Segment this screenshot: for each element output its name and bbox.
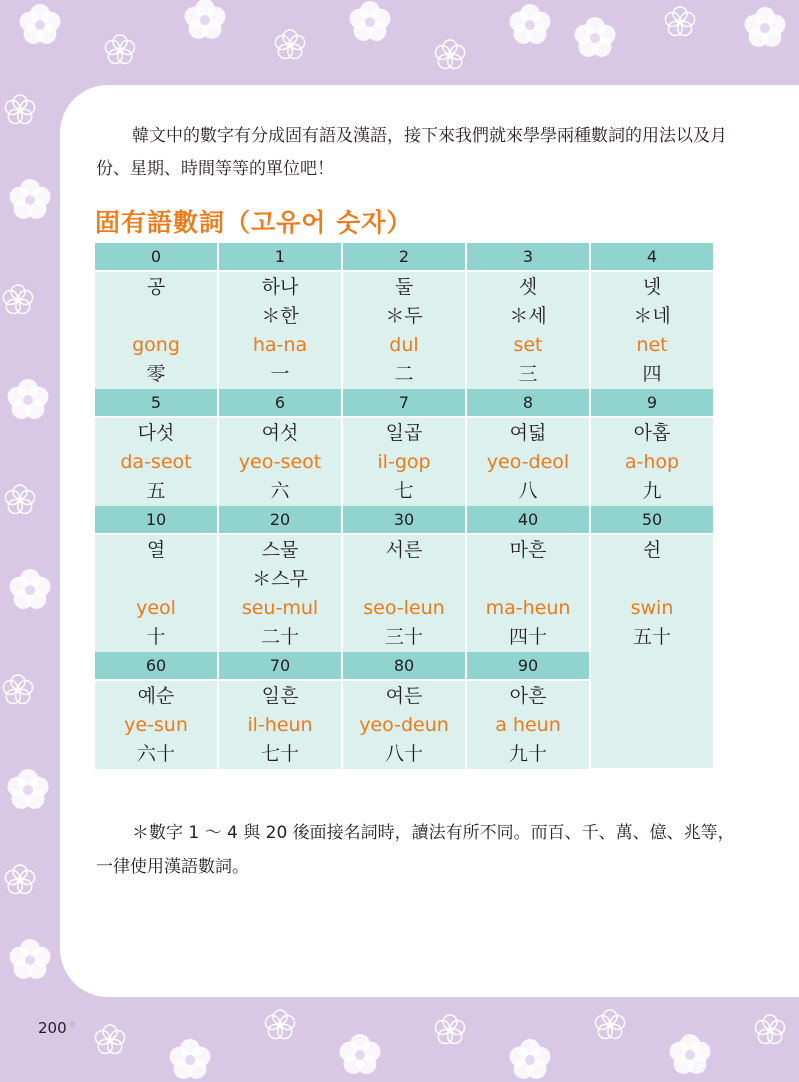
number-header: 6 xyxy=(218,389,342,417)
romanization: ha-na xyxy=(252,334,308,356)
number-header: 70 xyxy=(218,652,342,680)
number-header: 80 xyxy=(342,652,466,680)
chinese-numeral: 十 xyxy=(146,626,166,648)
hangul: 다섯 xyxy=(137,422,175,444)
number-cell xyxy=(95,534,218,652)
chinese-numeral: 五十 xyxy=(632,626,671,648)
hangul: 일곱 xyxy=(385,422,423,444)
chinese-numeral: 二十 xyxy=(260,626,299,648)
hangul-short xyxy=(467,565,589,594)
romanization: ye-sun xyxy=(124,714,188,736)
romanization: ma-heun xyxy=(485,597,571,619)
romanization: yeo-deun xyxy=(359,714,449,736)
page-number: 200 ° xyxy=(38,1019,76,1037)
hangul-short xyxy=(343,565,465,594)
hangul: 쉰 xyxy=(642,539,662,561)
number-cell xyxy=(342,271,466,389)
romanization: dul xyxy=(389,334,419,356)
chinese-numeral: 九十 xyxy=(508,743,547,765)
chinese-numeral: 二 xyxy=(394,363,414,385)
hangul-short: ＊스무 xyxy=(252,568,308,590)
number-cell xyxy=(466,271,590,389)
hangul: 서른 xyxy=(385,539,423,561)
number-cell xyxy=(590,417,713,506)
table-body-row xyxy=(95,271,713,389)
hangul: 하나 xyxy=(261,276,299,298)
chinese-numeral: 九 xyxy=(642,480,662,502)
number-cell xyxy=(466,417,590,506)
number-cell xyxy=(95,271,218,389)
hangul: 여덟 xyxy=(509,422,547,444)
section-title: 固有語數詞（고유어 숫자） xyxy=(95,208,413,237)
number-cell xyxy=(342,680,466,769)
native-numbers-table xyxy=(95,243,713,770)
hangul: 아흔 xyxy=(509,685,547,707)
number-cell xyxy=(342,534,466,652)
number-cell xyxy=(466,534,590,652)
table-header-row xyxy=(95,389,713,417)
romanization: a-hop xyxy=(624,451,680,473)
table-body-row xyxy=(95,417,713,506)
number-header: 1 xyxy=(218,243,342,271)
romanization: seu-mul xyxy=(241,597,319,619)
chinese-numeral: 零 xyxy=(146,363,166,385)
romanization: gong xyxy=(132,334,180,356)
romanization: yeol xyxy=(136,597,176,619)
hangul: 마흔 xyxy=(509,539,547,561)
hangul: 아홉 xyxy=(633,422,671,444)
chinese-numeral: 七 xyxy=(394,480,414,502)
number-header: 10 xyxy=(95,506,218,534)
romanization: il-heun xyxy=(247,714,313,736)
table-header-row xyxy=(95,652,713,680)
empty-cell xyxy=(590,652,713,769)
intro-paragraph: 韓文中的數字有分成固有語及漢語，接下來我們就來學學兩種數詞的用法以及月份、星期、時間等等的單位吧！ xyxy=(96,126,727,179)
hangul: 여섯 xyxy=(261,422,299,444)
hangul: 둘 xyxy=(394,276,414,298)
table-body-row xyxy=(95,534,713,652)
number-cell xyxy=(218,417,342,506)
number-header: 60 xyxy=(95,652,218,680)
hangul-short xyxy=(95,302,217,331)
hangul: 일흔 xyxy=(261,685,299,707)
chinese-numeral: 四十 xyxy=(508,626,547,648)
number-cell xyxy=(466,680,590,769)
number-header: 90 xyxy=(466,652,590,680)
number-header: 2 xyxy=(342,243,466,271)
chinese-numeral: 六 xyxy=(270,480,290,502)
romanization: set xyxy=(513,334,543,356)
number-header: 30 xyxy=(342,506,466,534)
romanization: net xyxy=(636,334,668,356)
number-header: 4 xyxy=(590,243,713,271)
chinese-numeral: 三 xyxy=(518,363,538,385)
hangul-short: ＊네 xyxy=(633,305,671,327)
number-header: 5 xyxy=(95,389,218,417)
number-header: 7 xyxy=(342,389,466,417)
hangul-short xyxy=(591,565,713,594)
number-cell xyxy=(218,534,342,652)
romanization: a heun xyxy=(495,714,561,736)
chinese-numeral: 五 xyxy=(146,480,166,502)
number-header: 9 xyxy=(590,389,713,417)
hangul-short: ＊한 xyxy=(261,305,299,327)
number-header: 50 xyxy=(590,506,713,534)
number-cell xyxy=(95,417,218,506)
number-cell xyxy=(218,271,342,389)
number-header: 8 xyxy=(466,389,590,417)
table-header-row xyxy=(95,243,713,271)
number-cell xyxy=(95,680,218,769)
romanization: yeo-seot xyxy=(238,451,322,473)
number-cell xyxy=(342,417,466,506)
romanization: il-gop xyxy=(377,451,431,473)
hangul: 여든 xyxy=(385,685,423,707)
hangul-short: ＊두 xyxy=(385,305,423,327)
footnote: ＊數字 1 ～ 4 與 20 後面接名詞時，讀法有所不同。而百、千、萬、億、兆等，一律使用漢語數詞。 xyxy=(96,823,735,877)
number-cell xyxy=(590,534,713,652)
hangul: 열 xyxy=(146,539,166,561)
hangul: 넷 xyxy=(642,276,662,298)
table-header-row xyxy=(95,506,713,534)
chinese-numeral: 六十 xyxy=(136,743,175,765)
number-cell xyxy=(590,271,713,389)
chinese-numeral: 三十 xyxy=(384,626,423,648)
chinese-numeral: 八十 xyxy=(384,743,423,765)
number-header: 40 xyxy=(466,506,590,534)
hangul: 셋 xyxy=(518,276,538,298)
hangul-short xyxy=(95,565,217,594)
number-header: 20 xyxy=(218,506,342,534)
number-cell xyxy=(218,680,342,769)
hangul-short: ＊세 xyxy=(509,305,547,327)
hangul: 공 xyxy=(146,276,166,298)
chinese-numeral: 一 xyxy=(270,363,290,385)
chinese-numeral: 八 xyxy=(518,480,538,502)
hangul: 예순 xyxy=(137,685,175,707)
chinese-numeral: 四 xyxy=(642,363,662,385)
number-header: 3 xyxy=(466,243,590,271)
chinese-numeral: 七十 xyxy=(260,743,299,765)
romanization: yeo-deol xyxy=(486,451,570,473)
hangul: 스물 xyxy=(261,539,299,561)
number-header: 0 xyxy=(95,243,218,271)
romanization: seo-leun xyxy=(363,597,445,619)
romanization: da-seot xyxy=(120,451,192,473)
romanization: swin xyxy=(630,597,674,619)
